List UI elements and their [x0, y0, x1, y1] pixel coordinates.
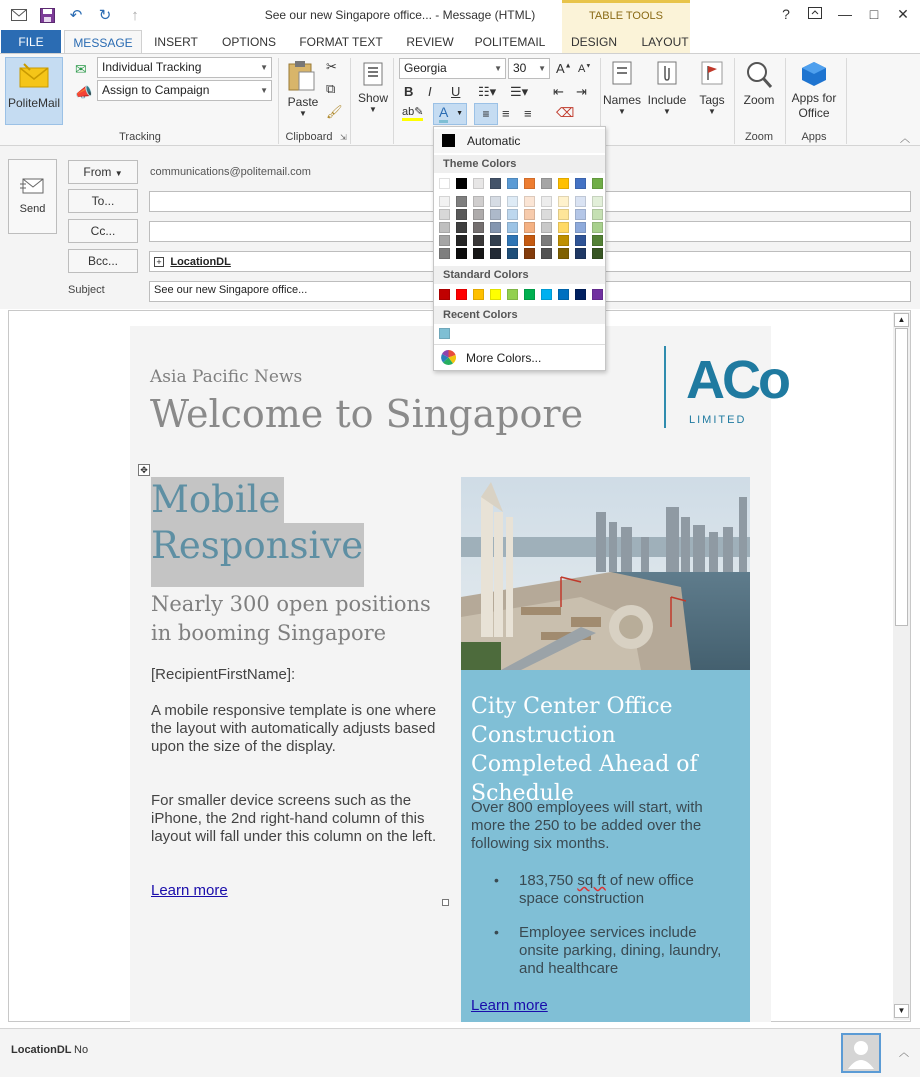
clipboard-icon: [286, 60, 320, 95]
politemail-icon: [6, 62, 62, 93]
zoom-button[interactable]: [739, 60, 779, 107]
theme-shade-swatch[interactable]: [473, 235, 484, 246]
theme-shade-swatch[interactable]: [592, 235, 603, 246]
dialog-launcher-icon[interactable]: ⇲: [340, 133, 347, 142]
theme-shade-swatch[interactable]: [439, 248, 450, 259]
theme-shade-swatch[interactable]: [592, 196, 603, 207]
send-label: Send: [19, 203, 46, 215]
left-paragraph-2: For smaller device screens such as the iPhone, the 2nd right-hand column of this layout will fall under this column on the left.: [151, 792, 437, 845]
campaign-icon: 📣: [75, 84, 93, 100]
theme-color-swatch[interactable]: [592, 178, 603, 189]
window-title: See our new Singapore office... - Message (HTML): [264, 8, 536, 22]
theme-color-swatch[interactable]: [456, 178, 467, 189]
tab-design[interactable]: DESIGN: [570, 35, 617, 49]
magnifier-icon: [739, 60, 779, 93]
standard-color-swatch[interactable]: [524, 289, 535, 300]
standard-color-swatch[interactable]: [507, 289, 518, 300]
scroll-thumb[interactable]: [895, 328, 908, 626]
send-icon: [9, 176, 56, 199]
help-button[interactable]: ?: [782, 6, 790, 22]
chevron-down-icon: ▼: [538, 64, 546, 73]
status-dl-value: No: [74, 1044, 89, 1056]
expand-icon[interactable]: +: [154, 257, 164, 267]
theme-shade-swatch[interactable]: [541, 248, 552, 259]
theme-shade-swatch[interactable]: [456, 209, 467, 220]
flag-icon: [694, 60, 730, 89]
from-button[interactable]: [68, 160, 138, 184]
format-painter-icon[interactable]: 🖌: [326, 104, 343, 119]
theme-shade-swatch[interactable]: [490, 248, 501, 259]
theme-color-swatch[interactable]: [541, 178, 552, 189]
standard-color-swatch[interactable]: [439, 289, 450, 300]
table-tools-label: TABLE TOOLS: [562, 0, 690, 30]
theme-color-swatch[interactable]: [575, 178, 586, 189]
theme-shade-swatch[interactable]: [524, 222, 535, 233]
theme-shade-swatch[interactable]: [456, 222, 467, 233]
standard-color-swatch[interactable]: [558, 289, 569, 300]
theme-shade-swatch[interactable]: [524, 196, 535, 207]
theme-shade-swatch[interactable]: [524, 235, 535, 246]
ribbon-display-icon[interactable]: [804, 6, 826, 24]
standard-color-swatch[interactable]: [575, 289, 586, 300]
theme-shade-swatch[interactable]: [507, 196, 518, 207]
highlight-icon[interactable]: ab✎: [402, 105, 423, 121]
from-value: communications@politemail.com: [150, 166, 311, 178]
theme-color-swatch[interactable]: [439, 178, 450, 189]
font-color-button[interactable]: [433, 103, 467, 125]
tab-layout[interactable]: LAYOUT: [641, 35, 689, 49]
apps-for-office-button[interactable]: [787, 60, 841, 121]
divider: [785, 58, 786, 144]
theme-shade-swatch[interactable]: [439, 209, 450, 220]
more-colors-option[interactable]: [434, 347, 605, 369]
show-button[interactable]: [356, 60, 390, 120]
tracking-dropdown[interactable]: [97, 57, 272, 78]
theme-shade-swatch[interactable]: [558, 196, 569, 207]
theme-shade-swatch[interactable]: [473, 222, 484, 233]
theme-shade-swatch[interactable]: [524, 209, 535, 220]
font-color-menu: [433, 126, 606, 371]
theme-shade-swatch[interactable]: [592, 248, 603, 259]
theme-shade-swatch[interactable]: [524, 248, 535, 259]
paperclip-icon: [644, 60, 690, 89]
align-right-icon[interactable]: ≡: [524, 106, 532, 121]
theme-color-swatch[interactable]: [507, 178, 518, 189]
italic-button[interactable]: I: [428, 84, 432, 99]
theme-color-swatch[interactable]: [524, 178, 535, 189]
underline-button[interactable]: U: [451, 84, 461, 99]
bullet-1-number: 183,750: [519, 872, 578, 889]
paste-label: Paste: [287, 95, 319, 109]
email-kicker: Asia Pacific News: [150, 367, 303, 387]
chevron-down-icon: ▼: [618, 107, 626, 116]
align-left-button[interactable]: ≡: [474, 103, 498, 125]
tab-politemail[interactable]: POLITEMAIL: [474, 35, 546, 49]
redo-icon[interactable]: ↻: [98, 7, 112, 24]
theme-shade-swatch[interactable]: [558, 248, 569, 259]
theme-shade-swatch[interactable]: [439, 235, 450, 246]
theme-shade-swatch[interactable]: [575, 196, 586, 207]
politemail-button[interactable]: [5, 57, 63, 125]
theme-shade-swatch[interactable]: [490, 196, 501, 207]
theme-shade-swatch[interactable]: [558, 222, 569, 233]
show-icon: [356, 60, 390, 91]
apps-label: Apps for Office: [791, 91, 837, 120]
undo-icon[interactable]: ↶: [69, 7, 83, 24]
cut-icon[interactable]: ✂: [326, 59, 337, 74]
align-center-icon[interactable]: ≡: [502, 106, 510, 121]
font-size-value: 30: [513, 61, 527, 75]
resize-handle-icon[interactable]: [442, 899, 449, 906]
up-arrow-icon[interactable]: ↑: [131, 6, 139, 24]
clipboard-group-label: Clipboard: [285, 131, 333, 143]
recent-colors-heading: Recent Colors: [434, 306, 605, 324]
tab-message[interactable]: MESSAGE: [64, 30, 142, 54]
theme-shade-swatch[interactable]: [456, 248, 467, 259]
chevron-down-icon: ▼: [456, 110, 463, 117]
apps-group-label: Apps: [801, 131, 827, 143]
tags-button[interactable]: [694, 60, 730, 116]
scroll-up-icon[interactable]: ▲: [894, 313, 909, 327]
automatic-label: Automatic: [467, 134, 521, 148]
cc-button[interactable]: Cc...: [68, 219, 138, 243]
automatic-swatch: [442, 134, 455, 147]
theme-shade-swatch[interactable]: [575, 248, 586, 259]
to-button[interactable]: To...: [68, 189, 138, 213]
people-pane: [0, 1028, 920, 1077]
theme-shade-swatch[interactable]: [575, 235, 586, 246]
right-heading: City Center Office Construction Completed Ahead of Schedule: [471, 694, 698, 806]
bullets-icon[interactable]: ☷▾: [478, 84, 497, 99]
theme-shade-swatch[interactable]: [439, 222, 450, 233]
theme-shade-swatch[interactable]: [507, 248, 518, 259]
bcc-recipient[interactable]: LocationDL: [170, 256, 231, 268]
left-heading-line1: Mobile: [151, 478, 281, 521]
office-store-icon: [787, 60, 841, 91]
theme-shade-swatch[interactable]: [575, 222, 586, 233]
chevron-down-icon: ▼: [114, 169, 123, 178]
table-move-handle-icon[interactable]: ✥: [138, 464, 150, 476]
theme-shade-swatch[interactable]: [456, 235, 467, 246]
copy-icon[interactable]: ⧉: [326, 81, 336, 96]
tags-label: Tags: [699, 93, 725, 107]
theme-color-swatch[interactable]: [558, 178, 569, 189]
theme-color-swatch[interactable]: [473, 178, 484, 189]
theme-shade-swatch[interactable]: [456, 196, 467, 207]
include-label: Include: [647, 93, 687, 107]
learn-more-right-link[interactable]: Learn more: [471, 997, 548, 1014]
bcc-button[interactable]: Bcc...: [68, 249, 138, 273]
avatar[interactable]: [841, 1033, 881, 1073]
theme-shade-swatch[interactable]: [473, 248, 484, 259]
tab-insert[interactable]: INSERT: [154, 35, 198, 49]
recent-color-swatch[interactable]: [439, 328, 450, 339]
theme-shade-swatch[interactable]: [490, 209, 501, 220]
left-subheading: Nearly 300 open positions in booming Singapore: [151, 592, 431, 645]
scroll-down-icon[interactable]: ▼: [894, 1004, 909, 1018]
show-label: Show: [357, 91, 389, 105]
tab-format-text[interactable]: FORMAT TEXT: [299, 35, 383, 49]
close-button[interactable]: ✕: [897, 6, 909, 22]
standard-color-swatch[interactable]: [473, 289, 484, 300]
tracking-icon: ✉: [75, 61, 87, 77]
learn-more-left-link[interactable]: Learn more: [151, 882, 228, 899]
bullet-2: Employee services include onsite parking, dining, laundry, and healthcare: [519, 924, 722, 977]
left-paragraph-1: A mobile responsive template is one where the layout with automatically adjusts based upon the size of the display.: [151, 702, 437, 755]
numbering-icon[interactable]: ☰▾: [510, 84, 529, 99]
divider: [350, 58, 351, 144]
tab-review[interactable]: REVIEW: [406, 35, 454, 49]
chevron-down-icon: ▼: [663, 107, 671, 116]
tracking-group-label: Tracking: [119, 131, 161, 143]
chevron-down-icon: ▼: [708, 107, 716, 116]
chevron-down-icon: ▼: [260, 63, 268, 72]
divider: [393, 58, 394, 144]
address-book-icon: [603, 60, 641, 89]
shrink-font-icon[interactable]: A▼: [578, 63, 592, 75]
company-logo-sub: LIMITED: [689, 414, 747, 426]
theme-shade-swatch[interactable]: [507, 209, 518, 220]
company-logo: ACo: [686, 350, 788, 410]
theme-shade-swatch[interactable]: [541, 235, 552, 246]
increase-indent-icon[interactable]: ⇥: [576, 84, 587, 99]
theme-shade-swatch[interactable]: [558, 209, 569, 220]
maximize-button[interactable]: □: [869, 6, 879, 22]
minimize-button[interactable]: —: [838, 6, 852, 22]
campaign-dropdown[interactable]: [97, 80, 272, 101]
subject-field[interactable]: See our new Singapore office...: [149, 281, 911, 302]
theme-shade-swatch[interactable]: [541, 209, 552, 220]
tab-file[interactable]: FILE: [1, 30, 61, 54]
theme-shade-swatch[interactable]: [558, 235, 569, 246]
font-color-letter: A: [439, 105, 448, 123]
more-colors-label: More Colors...: [466, 351, 542, 365]
names-button[interactable]: [603, 60, 641, 116]
tracking-value: Individual Tracking: [102, 60, 202, 74]
subject-label: Subject: [68, 284, 105, 296]
theme-shade-swatch[interactable]: [439, 196, 450, 207]
tab-options[interactable]: OPTIONS: [221, 35, 276, 49]
font-size-select[interactable]: [508, 58, 550, 79]
chevron-down-icon: ▼: [494, 64, 502, 73]
automatic-color-option[interactable]: [434, 129, 605, 153]
greeting: [RecipientFirstName]:: [151, 666, 296, 683]
decrease-indent-icon[interactable]: ⇤: [553, 84, 564, 99]
menu-divider: [434, 344, 605, 345]
collapse-ribbon-icon[interactable]: ︿: [900, 134, 910, 145]
bullet-1: [519, 872, 734, 908]
theme-shade-swatch[interactable]: [473, 196, 484, 207]
theme-shade-swatch[interactable]: [575, 209, 586, 220]
mail-icon[interactable]: [10, 6, 28, 24]
bullet-1-rest: of new office space construction: [519, 872, 694, 907]
theme-shade-swatch[interactable]: [592, 222, 603, 233]
paste-button[interactable]: [286, 60, 320, 118]
zoom-group-label: Zoom: [744, 131, 774, 143]
color-wheel-icon: [441, 350, 456, 368]
chevron-down-icon: ▼: [369, 105, 377, 114]
standard-color-swatch[interactable]: [456, 289, 467, 300]
theme-color-swatch[interactable]: [490, 178, 501, 189]
font-name-value: Georgia: [404, 61, 447, 75]
city-photo: [461, 477, 750, 670]
standard-color-swatch[interactable]: [541, 289, 552, 300]
save-icon[interactable]: [38, 6, 56, 24]
zoom-label: Zoom: [743, 93, 775, 107]
include-button[interactable]: [644, 60, 690, 116]
theme-shade-swatch[interactable]: [507, 222, 518, 233]
divider: [734, 58, 735, 144]
theme-shade-swatch[interactable]: [473, 209, 484, 220]
right-paragraph: Over 800 employees will start, with more the 250 to be added over the following six months.: [471, 799, 703, 852]
email-headline: Welcome to Singapore: [150, 392, 584, 436]
bullet-dot: •: [494, 924, 499, 940]
logo-divider: [664, 346, 666, 428]
font-name-select[interactable]: [399, 58, 506, 79]
theme-shade-swatch[interactable]: [490, 235, 501, 246]
theme-shade-swatch[interactable]: [541, 222, 552, 233]
chevron-down-icon: ▼: [299, 109, 307, 118]
theme-shade-swatch[interactable]: [541, 196, 552, 207]
bold-button[interactable]: B: [404, 84, 414, 99]
names-label: Names: [603, 93, 642, 107]
status-dl-name[interactable]: LocationDL: [11, 1044, 72, 1056]
politemail-label: PoliteMail: [7, 96, 61, 110]
theme-colors-heading: Theme Colors: [434, 155, 605, 173]
expand-people-pane-icon[interactable]: ︿: [899, 1048, 909, 1059]
campaign-value: Assign to Campaign: [102, 83, 210, 97]
bullet-dot: •: [494, 872, 499, 888]
left-heading-line2: Responsive: [151, 524, 364, 567]
standard-color-swatch[interactable]: [490, 289, 501, 300]
grow-font-icon[interactable]: A▲: [556, 61, 572, 76]
bullet-1-unit: sq ft: [577, 872, 606, 889]
theme-shade-swatch[interactable]: [507, 235, 518, 246]
standard-colors-heading: Standard Colors: [434, 266, 605, 284]
clear-formatting-icon[interactable]: ⌫: [556, 105, 575, 120]
divider: [846, 58, 847, 144]
from-label: From: [83, 165, 112, 179]
chevron-down-icon: ▼: [260, 86, 268, 95]
theme-shade-swatch[interactable]: [592, 209, 603, 220]
theme-shade-swatch[interactable]: [490, 222, 501, 233]
standard-color-swatch[interactable]: [592, 289, 603, 300]
send-button[interactable]: [8, 159, 57, 234]
